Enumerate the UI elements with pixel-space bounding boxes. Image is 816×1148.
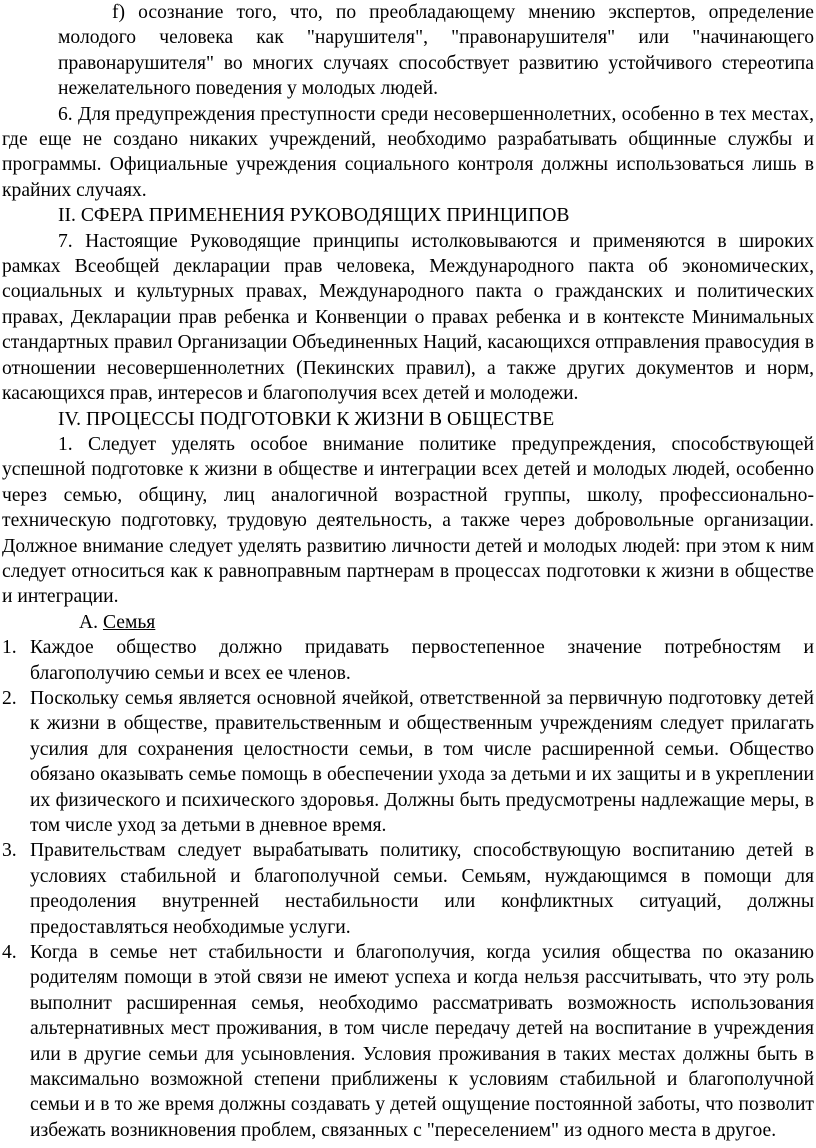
list-item-text: Правительствам следует вырабатывать политику, способствующую воспитанию детей в условиях стабильной и благополучной семьи. Семьям, нуждающимся в помощи для преодоления внутренней нестабильности или конфликтных ситуаций, должны предоставляться необходимые услуги. xyxy=(30,840,814,938)
section-2-heading xyxy=(2,203,814,228)
item-f-text: f) осознание того, что, по преобладающему мнению экспертов, определение молодого человека как "нарушителя", "правонарушителя" или "начинающего правонарушителя" во многих случаях способствует развитию устойчивого стереотипа нежелательного поведения у молодых людей. xyxy=(58,2,814,100)
section-4-heading xyxy=(2,407,814,432)
paragraph-6-text: 6. Для предупреждения преступности среди несовершеннолетних, особенно в тех местах, где еще не создано никаких учреждений, необходимо разрабатывать общинные службы и программы. Официальные учреждения социального контроля должны использоваться лишь в крайних случаях. xyxy=(2,103,814,201)
section-2-heading-text: II. СФЕРА ПРИМЕНЕНИЯ РУКОВОДЯЩИХ ПРИНЦИПОВ xyxy=(58,205,570,227)
list-item xyxy=(2,635,814,686)
list-item xyxy=(2,838,814,940)
section-4-paragraph-1-text: 1. Следует уделять особое внимание политике предупреждения, способствующей успешной подготовке к жизни в обществе и интеграции всех детей и молодых людей, особенно через семью, общину, лиц аналогичной возрастной группы, школу, профессионально-техническую подготовку, трудовую деятельность, а также через добровольные организации. Должное внимание следует уделять развитию личности детей и молодых людей: при этом к ним следует относиться как к равноправным партнерам в процессах подготовки к жизни в обществе и интеграции. xyxy=(2,433,814,608)
list-item xyxy=(2,940,814,1143)
list-item-text: Когда в семье нет стабильности и благополучия, когда усилия общества по оказанию родителям помощи в этой связи не имеют успеха и когда нельзя рассчитывать, что эту роль выполнит расширенная семья, необходимо рассматривать возможность использования альтернативных мест проживания, в том числе передачу детей на воспитание в учреждения или в другие семьи для усыновления. Условия проживания в таких местах должны быть в максимально возможной степени приближены к условиям стабильной и благополучной семьи и в то же время должны создавать у детей ощущение постоянной заботы, что позволит избежать возникновения проблем, связанных с "переселением" из одного места в другое. xyxy=(30,942,814,1141)
list-item-number: 1. xyxy=(2,637,17,659)
subsection-a-heading xyxy=(2,610,814,635)
list-item-text: Каждое общество должно придавать первостепенное значение потребностям и благополучию семьи и всех ее членов. xyxy=(30,637,814,684)
paragraph-7 xyxy=(2,229,814,407)
subsection-a-prefix: A. xyxy=(79,611,103,633)
section-4-heading-text: IV. ПРОЦЕССЫ ПОДГОТОВКИ К ЖИЗНИ В ОБЩЕСТВЕ xyxy=(58,408,555,430)
subsection-a-title: Семья xyxy=(102,611,156,633)
item-f-paragraph xyxy=(2,0,814,102)
list-item-number: 2. xyxy=(2,687,17,709)
list-item-text: Поскольку семья является основной ячейкой, ответственной за первичную подготовку детей к жизни в обществе, правительственным и общественным учреждениям следует прилагать усилия для сохранения целостности семьи, в том числе расширенной семьи. Общество обязано оказывать семье помощь в обеспечении ухода за детьми и их защиты и в укреплении их физического и психического здоровья. Должны быть предусмотрены надлежащие меры, в том числе уход за детьми в дневное время. xyxy=(30,687,814,836)
list-item-number: 3. xyxy=(2,840,17,862)
section-4-paragraph-1 xyxy=(2,432,814,610)
list-item-number: 4. xyxy=(2,942,17,964)
list-item xyxy=(2,686,814,838)
paragraph-6 xyxy=(2,102,814,204)
paragraph-7-text: 7. Настоящие Руководящие принципы истолковываются и применяются в широких рамках Всеобщей декларации прав человека, Международного пакта об экономических, социальных и культурных правах, Международного пакта о гражданских и политических правах, Декларации прав ребенка и Конвенции о правах ребенка и в контексте Минимальных стандартных правил Организации Объединенных Наций, касающихся отправления правосудия в отношении несовершеннолетних (Пекинских правил), а также других документов и норм, касающихся прав, интересов и благополучия всех детей и молодежи. xyxy=(2,230,814,405)
